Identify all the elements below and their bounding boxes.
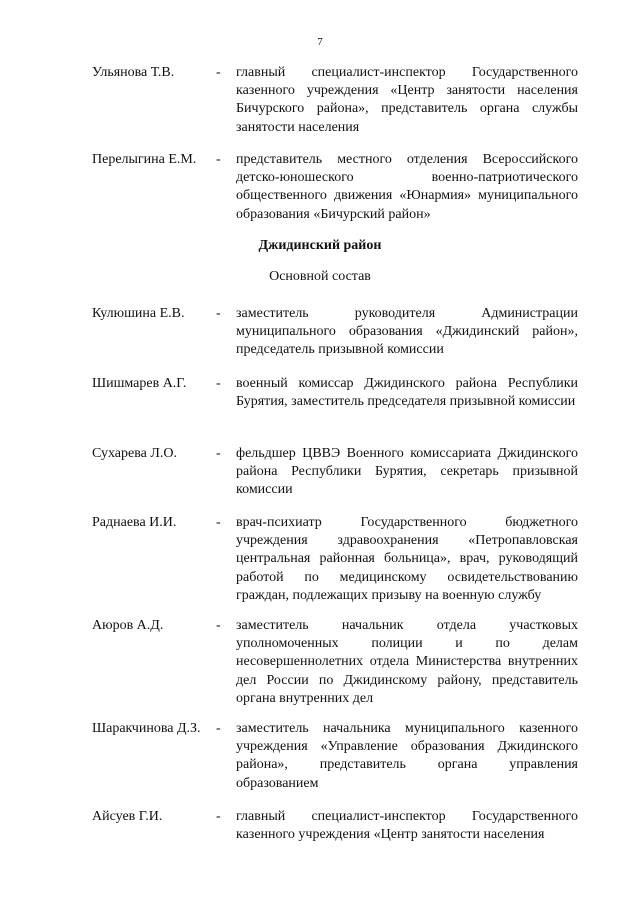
member-name: Перелыгина Е.М.: [92, 152, 197, 167]
member-role: главный специалист-инспектор Государственного казенного учреждения «Центр занятости населения Бичурского района», представитель органа службы занятости населения: [236, 65, 578, 135]
separator-dash: -: [216, 446, 221, 461]
separator-dash: -: [216, 618, 221, 633]
member-name: Шишмарев А.Г.: [92, 376, 187, 391]
member-role: заместитель руководителя Администрации муниципального образования «Джидинский район», председатель призывной комиссии: [236, 306, 578, 358]
member-name: Шаракчинова Д.З.: [92, 721, 201, 736]
member-name: Кулюшина Е.В.: [92, 306, 185, 321]
member-role: врач-психиатр Государственного бюджетного учреждения здравоохранения «Петропавловская центральная районная больница», врач, руководящий работой по медицинскому освидетельствованию граждан, подлежащих призыву на военную службу: [236, 515, 578, 603]
separator-dash: -: [216, 515, 221, 530]
separator-dash: -: [216, 152, 221, 167]
member-name: Ульянова Т.В.: [92, 65, 175, 80]
separator-dash: -: [216, 809, 221, 824]
member-role: военный комиссар Джидинского района Республики Бурятия, заместитель председателя призывной комиссии: [236, 376, 578, 410]
member-role: главный специалист-инспектор Государственного казенного учреждения «Центр занятости населения: [236, 809, 578, 843]
separator-dash: -: [216, 376, 221, 391]
district-heading: Джидинский район: [258, 238, 382, 253]
composition-heading: Основной состав: [269, 269, 371, 284]
member-role: заместитель начальник отдела участковых уполномоченных полиции и по делам несовершеннолетних отдела Министерства внутренних дел России по Джидинскому району, представитель органа внутренних дел: [236, 618, 578, 706]
separator-dash: -: [216, 306, 221, 321]
member-name: Айсуев Г.И.: [92, 809, 163, 824]
member-role: заместитель начальника муниципального казенного учреждения «Управление образования Джидинского района», представитель органа управления образованием: [236, 721, 578, 791]
separator-dash: -: [216, 65, 221, 80]
page-number: 7: [317, 36, 323, 48]
member-name: Сухарева Л.О.: [92, 446, 177, 461]
member-role: фельдшер ЦВВЭ Военного комиссариата Джидинского района Республики Бурятия, секретарь призывной комиссии: [236, 446, 578, 498]
member-role: представитель местного отделения Всероссийского детско-юношеского военно-патриотического общественного движения «Юнармия» муниципального образования «Бичурский район»: [236, 152, 578, 222]
member-name: Раднаева И.И.: [92, 515, 177, 530]
member-name: Аюров А.Д.: [92, 618, 164, 633]
separator-dash: -: [216, 721, 221, 736]
